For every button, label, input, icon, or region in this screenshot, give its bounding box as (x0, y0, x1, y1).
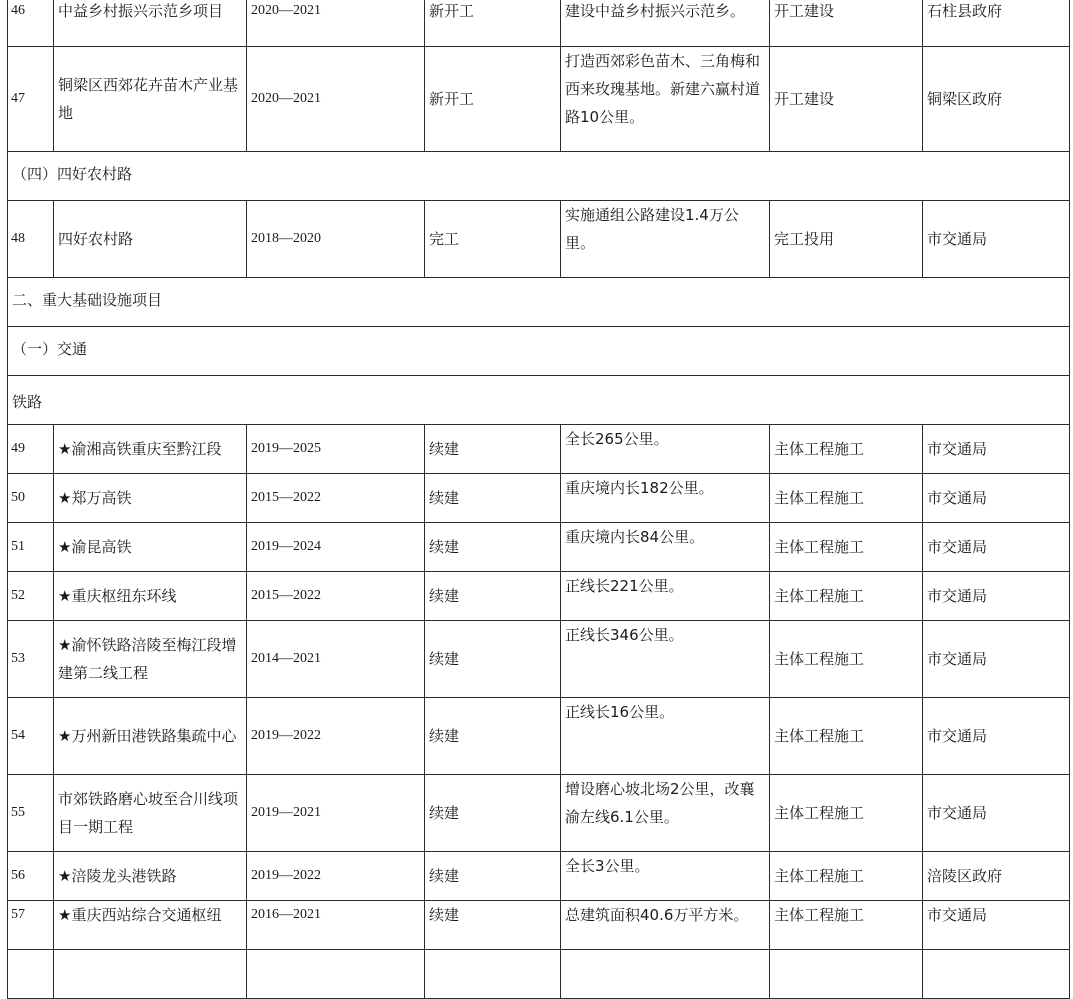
project-years: 2019—2021 (247, 775, 425, 852)
table-row (8, 698, 1070, 775)
project-status: 新开工 (425, 0, 561, 47)
section-heading: （四）四好农村路 (8, 152, 1070, 201)
project-status: 续建 (425, 474, 561, 523)
project-number: 49 (8, 425, 54, 474)
annual-goal: 主体工程施工 (770, 523, 923, 572)
project-status: 续建 (425, 698, 561, 775)
project-years: 2019—2022 (247, 852, 425, 901)
table-row (8, 621, 1070, 698)
project-number: 46 (8, 0, 54, 47)
project-name: ★重庆枢纽东环线 (54, 572, 247, 621)
project-status: 续建 (425, 901, 561, 950)
responsible-unit: 市交通局 (923, 901, 1070, 950)
table-row (8, 425, 1070, 474)
responsible-unit: 市交通局 (923, 698, 1070, 775)
project-years: 2019—2025 (247, 425, 425, 474)
project-number (8, 950, 54, 999)
responsible-unit: 市交通局 (923, 425, 1070, 474)
project-years: 2018—2020 (247, 201, 425, 278)
project-name (54, 950, 247, 999)
responsible-unit: 铜梁区政府 (923, 47, 1070, 152)
section-row (8, 278, 1070, 327)
annual-goal: 主体工程施工 (770, 474, 923, 523)
section-row (8, 152, 1070, 201)
project-name: 四好农村路 (54, 201, 247, 278)
project-number: 54 (8, 698, 54, 775)
responsible-unit: 石柱县政府 (923, 0, 1070, 47)
annual-goal: 主体工程施工 (770, 852, 923, 901)
project-status (425, 950, 561, 999)
project-name: ★渝湘高铁重庆至黔江段 (54, 425, 247, 474)
responsible-unit: 市交通局 (923, 523, 1070, 572)
project-number: 50 (8, 474, 54, 523)
project-number: 53 (8, 621, 54, 698)
responsible-unit: 市交通局 (923, 474, 1070, 523)
construction-content: 建设中益乡村振兴示范乡。 (561, 0, 770, 47)
project-name: 铜梁区西郊花卉苗木产业基地 (54, 47, 247, 152)
project-years (247, 950, 425, 999)
project-name: ★渝怀铁路涪陵至梅江段增建第二线工程 (54, 621, 247, 698)
annual-goal: 开工建设 (770, 47, 923, 152)
project-status: 续建 (425, 572, 561, 621)
construction-content: 正线长16公里。 (561, 698, 770, 775)
responsible-unit: 市交通局 (923, 201, 1070, 278)
project-years: 2015—2022 (247, 474, 425, 523)
table-row (8, 901, 1070, 950)
construction-content: 全长3公里。 (561, 852, 770, 901)
table-row (8, 474, 1070, 523)
project-years: 2019—2024 (247, 523, 425, 572)
construction-content: 重庆境内长182公里。 (561, 474, 770, 523)
project-years: 2019—2022 (247, 698, 425, 775)
construction-content: 全长265公里。 (561, 425, 770, 474)
annual-goal: 主体工程施工 (770, 572, 923, 621)
responsible-unit: 涪陵区政府 (923, 852, 1070, 901)
table-row (8, 950, 1070, 999)
construction-content: 打造西郊彩色苗木、三角梅和西来玫瑰基地。新建六赢村道路10公里。 (561, 47, 770, 152)
project-status: 续建 (425, 523, 561, 572)
annual-goal: 主体工程施工 (770, 621, 923, 698)
annual-goal: 主体工程施工 (770, 901, 923, 950)
project-number: 51 (8, 523, 54, 572)
project-name: ★渝昆高铁 (54, 523, 247, 572)
section-heading: （一）交通 (8, 327, 1070, 376)
table-row (8, 0, 1070, 47)
project-years: 2015—2022 (247, 572, 425, 621)
table-row (8, 572, 1070, 621)
project-status: 续建 (425, 775, 561, 852)
project-status: 续建 (425, 621, 561, 698)
project-table (7, 0, 1070, 999)
annual-goal: 主体工程施工 (770, 425, 923, 474)
project-table-body (8, 0, 1070, 999)
table-row (8, 201, 1070, 278)
project-years: 2014—2021 (247, 621, 425, 698)
project-name: 中益乡村振兴示范乡项目 (54, 0, 247, 47)
construction-content: 总建筑面积40.6万平方米。 (561, 901, 770, 950)
project-years: 2016—2021 (247, 901, 425, 950)
annual-goal: 开工建设 (770, 0, 923, 47)
annual-goal: 主体工程施工 (770, 775, 923, 852)
project-status: 续建 (425, 852, 561, 901)
project-status: 完工 (425, 201, 561, 278)
project-name: ★郑万高铁 (54, 474, 247, 523)
responsible-unit: 市交通局 (923, 621, 1070, 698)
project-name: ★重庆西站综合交通枢纽 (54, 901, 247, 950)
table-row (8, 523, 1070, 572)
project-name: ★万州新田港铁路集疏中心 (54, 698, 247, 775)
project-status: 新开工 (425, 47, 561, 152)
section-row (8, 376, 1070, 425)
project-number: 48 (8, 201, 54, 278)
table-row (8, 775, 1070, 852)
construction-content: 增设磨心坡北场2公里，改襄渝左线6.1公里。 (561, 775, 770, 852)
project-status: 续建 (425, 425, 561, 474)
project-number: 56 (8, 852, 54, 901)
project-number: 57 (8, 901, 54, 950)
project-number: 52 (8, 572, 54, 621)
table-row (8, 852, 1070, 901)
construction-content: 实施通组公路建设1.4万公里。 (561, 201, 770, 278)
project-years: 2020—2021 (247, 47, 425, 152)
responsible-unit: 市交通局 (923, 572, 1070, 621)
construction-content: 正线长346公里。 (561, 621, 770, 698)
construction-content (561, 950, 770, 999)
annual-goal (770, 950, 923, 999)
construction-content: 正线长221公里。 (561, 572, 770, 621)
construction-content: 重庆境内长84公里。 (561, 523, 770, 572)
annual-goal: 主体工程施工 (770, 698, 923, 775)
responsible-unit: 市交通局 (923, 775, 1070, 852)
project-number: 55 (8, 775, 54, 852)
project-years: 2020—2021 (247, 0, 425, 47)
section-row (8, 327, 1070, 376)
responsible-unit (923, 950, 1070, 999)
section-heading: 二、重大基础设施项目 (8, 278, 1070, 327)
table-row (8, 47, 1070, 152)
project-number: 47 (8, 47, 54, 152)
annual-goal: 完工投用 (770, 201, 923, 278)
project-name: ★涪陵龙头港铁路 (54, 852, 247, 901)
section-heading: 铁路 (8, 376, 1070, 425)
project-name: 市郊铁路磨心坡至合川线项目一期工程 (54, 775, 247, 852)
